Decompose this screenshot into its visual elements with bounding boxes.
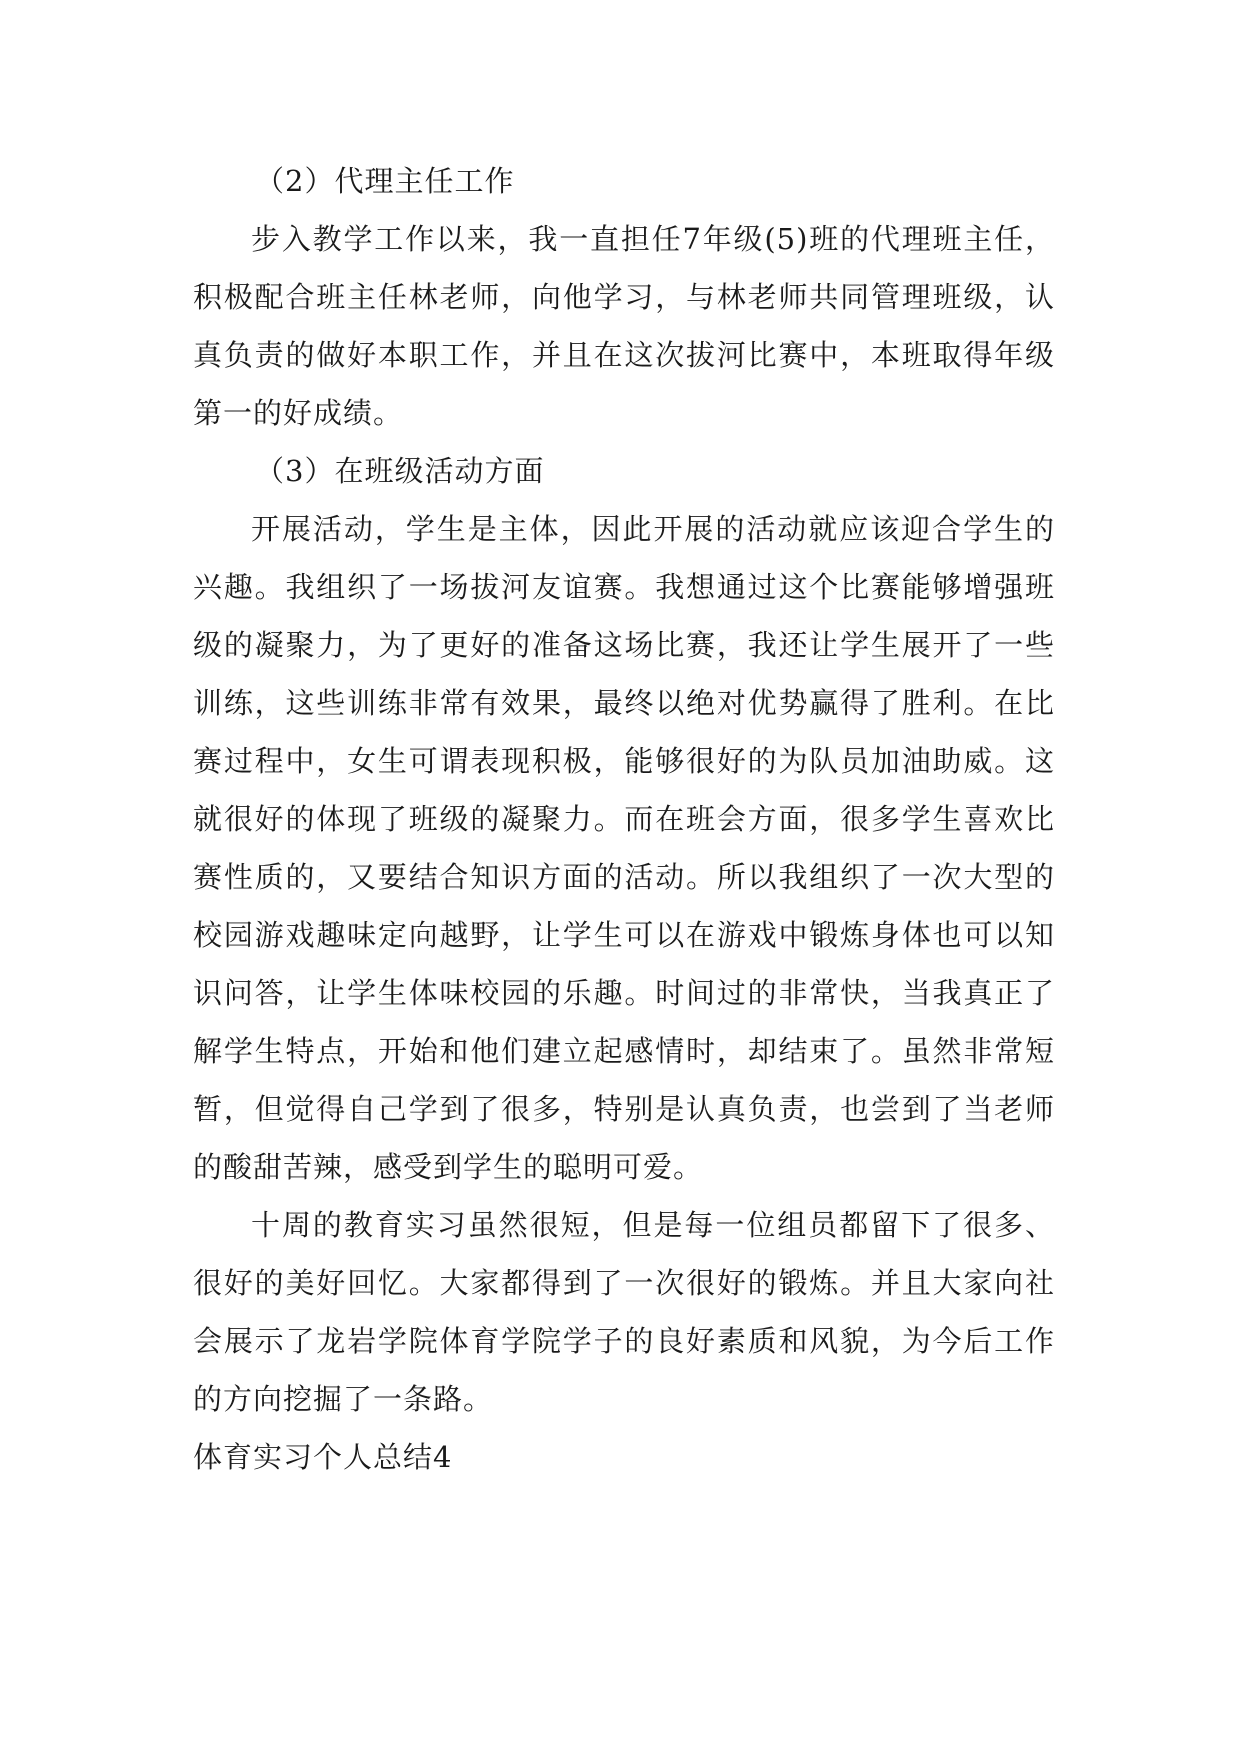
section-title-summary-4: 体育实习个人总结4 — [193, 1440, 453, 1474]
paragraph-class-activities: 开展活动，学生是主体，因此开展的活动就应该迎合学生的兴趣。我组织了一场拔河友谊赛。我想通过这个比赛能够增强班级的凝聚力，为了更好的准备这场比赛，我还让学生展开了一些训练，这些训练非常有效果，最终以绝对优势赢得了胜利。在比赛过程中，女生可谓表现积极，能够很好的为队员加油助威。这就很好的体现了班级的凝聚力。而在班会方面，很多学生喜欢比赛性质的，又要结合知识方面的活动。所以我组织了一次大型的校园游戏趣味定向越野，让学生可以在游戏中锻炼身体也可以知识问答，让学生体味校园的乐趣。时间过的非常快，当我真正了解学生特点，开始和他们建立起感情时，却结束了。虽然非常短暂，但觉得自己学到了很多，特别是认真负责，也尝到了当老师的酸甜苦辣，感受到学生的聪明可爱。 — [193, 512, 1055, 1184]
subheading-acting-head-teacher: （2）代理主任工作 — [255, 164, 515, 198]
paragraph-conclusion: 十周的教育实习虽然很短，但是每一位组员都留下了很多、很好的美好回忆。大家都得到了一次很好的锻炼。并且大家向社会展示了龙岩学院体育学院学子的良好素质和风貌，为今后工作的方向挖掘了一条路。 — [193, 1208, 1055, 1416]
subheading-class-activities: （3）在班级活动方面 — [255, 454, 545, 488]
paragraph-acting-head-teacher: 步入教学工作以来，我一直担任7年级(5)班的代理班主任，积极配合班主任林老师，向他学习，与林老师共同管理班级，认真负责的做好本职工作，并且在这次拔河比赛中，本班取得年级第一的好成绩。 — [193, 222, 1055, 430]
document-body — [193, 152, 1055, 1486]
